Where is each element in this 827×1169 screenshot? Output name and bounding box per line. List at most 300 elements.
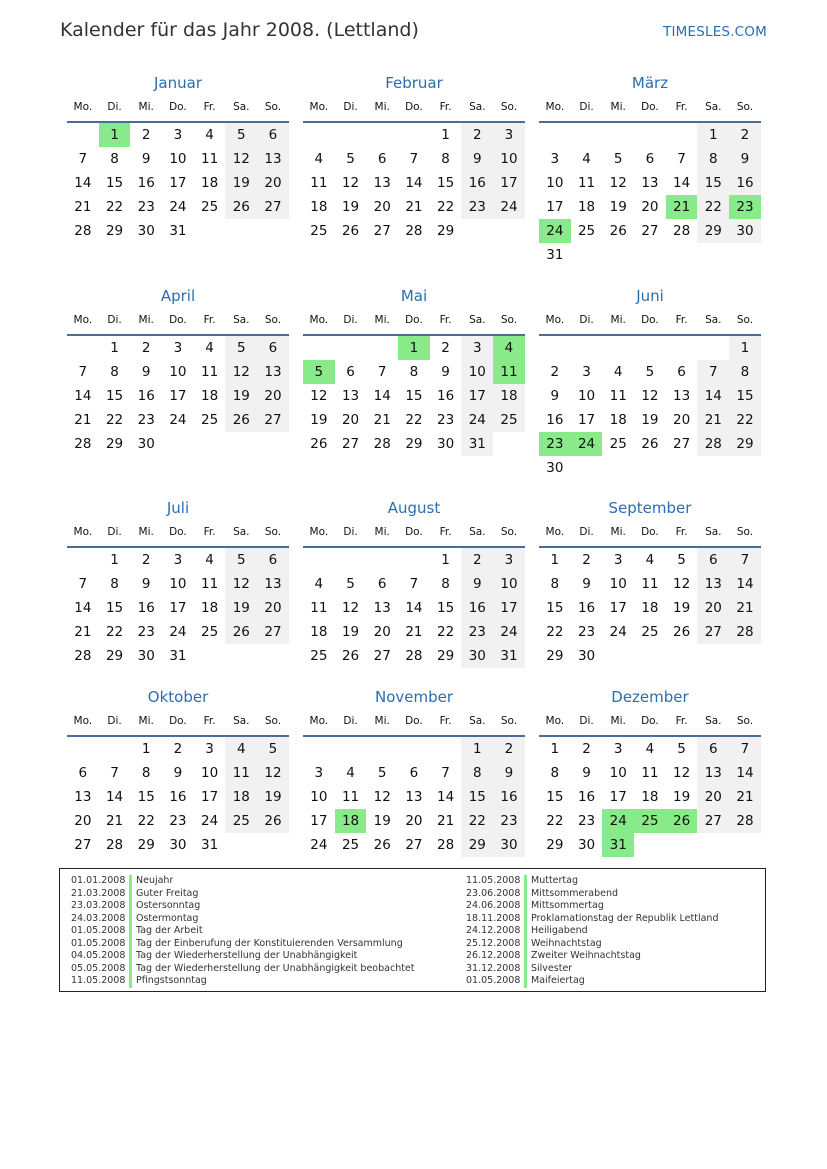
day-cell[interactable]: 14: [729, 572, 761, 596]
day-cell[interactable]: 26: [225, 195, 257, 219]
day-cell[interactable]: 18: [201, 388, 219, 404]
day-cell[interactable]: 7: [409, 576, 419, 592]
day-cell[interactable]: 5: [677, 741, 686, 757]
day-cell[interactable]: 16: [461, 171, 493, 195]
day-cell[interactable]: 13: [341, 388, 360, 404]
day-cell[interactable]: 23: [577, 624, 596, 640]
day-cell[interactable]: 12: [609, 175, 627, 191]
day-cell[interactable]: 18: [310, 624, 328, 640]
day-cell[interactable]: 4: [346, 765, 355, 781]
day-cell[interactable]: 3: [173, 340, 183, 356]
day-cell[interactable]: 1: [550, 552, 560, 568]
day-cell[interactable]: 30: [577, 837, 596, 853]
day-cell[interactable]: 24: [169, 624, 187, 640]
day-cell[interactable]: 1: [729, 336, 761, 360]
day-cell[interactable]: 12: [341, 175, 360, 191]
day-cell[interactable]: 23: [577, 813, 596, 829]
day-cell-holiday[interactable]: 23: [539, 432, 571, 456]
day-cell[interactable]: 22: [729, 408, 761, 432]
day-cell[interactable]: 1: [441, 127, 450, 143]
day-cell[interactable]: 6: [377, 151, 387, 167]
day-cell[interactable]: 7: [110, 765, 119, 781]
day-cell[interactable]: 15: [729, 384, 761, 408]
day-cell[interactable]: 10: [493, 147, 525, 171]
day-cell[interactable]: 30: [137, 223, 155, 239]
day-cell[interactable]: 4: [314, 151, 324, 167]
day-cell[interactable]: 24: [310, 837, 328, 853]
day-cell[interactable]: 23: [137, 199, 155, 215]
day-cell[interactable]: 9: [141, 576, 151, 592]
day-cell[interactable]: 13: [641, 175, 659, 191]
day-cell[interactable]: 24: [461, 408, 493, 432]
day-cell[interactable]: 15: [546, 789, 564, 805]
day-cell[interactable]: 30: [493, 833, 525, 857]
day-cell[interactable]: 14: [373, 388, 391, 404]
day-cell[interactable]: 8: [409, 364, 419, 380]
day-cell[interactable]: 28: [673, 223, 691, 239]
day-cell[interactable]: 10: [201, 765, 219, 781]
day-cell[interactable]: 14: [74, 175, 92, 191]
day-cell[interactable]: 31: [546, 247, 564, 263]
day-cell[interactable]: 27: [673, 436, 691, 452]
day-cell[interactable]: 25: [201, 412, 219, 428]
day-cell[interactable]: 30: [729, 219, 761, 243]
day-cell[interactable]: 28: [74, 223, 92, 239]
day-cell[interactable]: 20: [257, 384, 289, 408]
day-cell[interactable]: 25: [201, 624, 219, 640]
day-cell[interactable]: 26: [341, 648, 360, 664]
day-cell[interactable]: 24: [493, 195, 525, 219]
day-cell[interactable]: 21: [729, 785, 761, 809]
day-cell[interactable]: 30: [137, 436, 155, 452]
day-cell[interactable]: 13: [673, 388, 691, 404]
day-cell[interactable]: 17: [493, 596, 525, 620]
day-cell[interactable]: 7: [377, 364, 387, 380]
day-cell[interactable]: 22: [437, 199, 455, 215]
day-cell[interactable]: 13: [373, 600, 391, 616]
day-cell[interactable]: 22: [546, 813, 564, 829]
day-cell[interactable]: 17: [461, 384, 493, 408]
day-cell[interactable]: 12: [641, 388, 659, 404]
day-cell[interactable]: 13: [697, 761, 729, 785]
day-cell[interactable]: 30: [577, 648, 596, 664]
day-cell[interactable]: 6: [257, 548, 289, 572]
day-cell[interactable]: 24: [169, 199, 187, 215]
day-cell[interactable]: 8: [110, 364, 119, 380]
day-cell[interactable]: 31: [493, 644, 525, 668]
day-cell[interactable]: 31: [169, 648, 187, 664]
day-cell[interactable]: 28: [697, 432, 729, 456]
day-cell[interactable]: 6: [409, 765, 419, 781]
day-cell[interactable]: 15: [461, 785, 493, 809]
day-cell[interactable]: 25: [225, 809, 257, 833]
day-cell[interactable]: 11: [641, 765, 659, 781]
day-cell[interactable]: 27: [405, 837, 423, 853]
day-cell[interactable]: 3: [550, 151, 560, 167]
day-cell[interactable]: 30: [437, 436, 455, 452]
day-cell[interactable]: 7: [697, 360, 729, 384]
day-cell[interactable]: 5: [645, 364, 655, 380]
day-cell[interactable]: 14: [405, 600, 423, 616]
day-cell[interactable]: 2: [461, 548, 493, 572]
day-cell[interactable]: 17: [201, 789, 219, 805]
day-cell[interactable]: 17: [609, 600, 627, 616]
day-cell[interactable]: 25: [577, 223, 596, 239]
day-cell[interactable]: 19: [373, 813, 391, 829]
day-cell[interactable]: 14: [74, 600, 92, 616]
day-cell[interactable]: 29: [105, 648, 124, 664]
day-cell[interactable]: 18: [201, 600, 219, 616]
day-cell[interactable]: 20: [341, 412, 360, 428]
day-cell[interactable]: 18: [493, 384, 525, 408]
day-cell[interactable]: 12: [257, 761, 289, 785]
day-cell[interactable]: 10: [577, 388, 596, 404]
day-cell-holiday[interactable]: 11: [493, 360, 525, 384]
day-cell[interactable]: 2: [141, 552, 151, 568]
day-cell[interactable]: 12: [341, 600, 360, 616]
day-cell[interactable]: 10: [493, 572, 525, 596]
day-cell[interactable]: 12: [673, 765, 691, 781]
day-cell[interactable]: 24: [201, 813, 219, 829]
day-cell[interactable]: 30: [461, 644, 493, 668]
day-cell[interactable]: 27: [257, 408, 289, 432]
day-cell[interactable]: 7: [441, 765, 450, 781]
day-cell[interactable]: 2: [461, 123, 493, 147]
day-cell[interactable]: 31: [201, 837, 219, 853]
day-cell[interactable]: 7: [409, 151, 419, 167]
day-cell[interactable]: 16: [137, 175, 155, 191]
day-cell[interactable]: 16: [729, 171, 761, 195]
day-cell[interactable]: 29: [437, 648, 455, 664]
day-cell[interactable]: 12: [373, 789, 391, 805]
day-cell[interactable]: 25: [493, 408, 525, 432]
day-cell[interactable]: 9: [173, 765, 183, 781]
day-cell[interactable]: 4: [645, 741, 655, 757]
day-cell-holiday[interactable]: 26: [666, 809, 698, 833]
day-cell[interactable]: 21: [697, 408, 729, 432]
day-cell[interactable]: 19: [341, 624, 360, 640]
day-cell-holiday[interactable]: 24: [602, 809, 634, 833]
day-cell[interactable]: 23: [137, 412, 155, 428]
day-cell[interactable]: 29: [546, 837, 564, 853]
day-cell-holiday[interactable]: 1: [99, 123, 131, 147]
day-cell[interactable]: 22: [546, 624, 564, 640]
day-cell[interactable]: 15: [137, 789, 155, 805]
day-cell[interactable]: 15: [105, 175, 124, 191]
day-cell[interactable]: 28: [729, 620, 761, 644]
day-cell[interactable]: 28: [437, 837, 455, 853]
day-cell[interactable]: 28: [74, 648, 92, 664]
day-cell[interactable]: 3: [493, 548, 525, 572]
day-cell[interactable]: 9: [582, 576, 591, 592]
day-cell[interactable]: 12: [310, 388, 328, 404]
day-cell[interactable]: 8: [550, 765, 560, 781]
day-cell[interactable]: 27: [74, 837, 92, 853]
day-cell[interactable]: 18: [641, 789, 659, 805]
day-cell[interactable]: 29: [437, 223, 455, 239]
day-cell[interactable]: 3: [173, 552, 183, 568]
day-cell[interactable]: 7: [78, 151, 88, 167]
day-cell[interactable]: 8: [550, 576, 560, 592]
day-cell[interactable]: 11: [201, 364, 219, 380]
day-cell[interactable]: 30: [169, 837, 187, 853]
day-cell-holiday[interactable]: 21: [666, 195, 698, 219]
day-cell[interactable]: 22: [461, 809, 493, 833]
day-cell[interactable]: 14: [405, 175, 423, 191]
day-cell[interactable]: 21: [373, 412, 391, 428]
day-cell[interactable]: 11: [310, 600, 328, 616]
day-cell[interactable]: 17: [169, 175, 187, 191]
day-cell[interactable]: 17: [609, 789, 627, 805]
day-cell[interactable]: 22: [105, 412, 124, 428]
day-cell[interactable]: 5: [346, 151, 355, 167]
day-cell[interactable]: 16: [577, 789, 596, 805]
day-cell-holiday[interactable]: 24: [539, 219, 571, 243]
day-cell[interactable]: 13: [257, 147, 289, 171]
day-cell[interactable]: 21: [74, 412, 92, 428]
day-cell[interactable]: 28: [729, 809, 761, 833]
day-cell[interactable]: 8: [110, 151, 119, 167]
day-cell[interactable]: 28: [105, 837, 124, 853]
day-cell[interactable]: 22: [405, 412, 423, 428]
day-cell[interactable]: 28: [373, 436, 391, 452]
day-cell[interactable]: 11: [225, 761, 257, 785]
day-cell[interactable]: 20: [373, 199, 391, 215]
day-cell[interactable]: 10: [169, 576, 187, 592]
day-cell[interactable]: 15: [405, 388, 423, 404]
day-cell[interactable]: 16: [137, 388, 155, 404]
day-cell[interactable]: 17: [169, 388, 187, 404]
day-cell[interactable]: 21: [74, 199, 92, 215]
day-cell[interactable]: 1: [441, 552, 450, 568]
day-cell[interactable]: 5: [257, 737, 289, 761]
day-cell[interactable]: 19: [341, 199, 360, 215]
day-cell[interactable]: 11: [577, 175, 596, 191]
day-cell[interactable]: 5: [677, 552, 686, 568]
day-cell[interactable]: 19: [641, 412, 659, 428]
day-cell[interactable]: 17: [310, 813, 328, 829]
day-cell[interactable]: 26: [673, 624, 691, 640]
day-cell[interactable]: 5: [613, 151, 623, 167]
day-cell[interactable]: 16: [577, 600, 596, 616]
day-cell[interactable]: 2: [550, 364, 560, 380]
day-cell[interactable]: 21: [405, 624, 423, 640]
day-cell[interactable]: 9: [441, 364, 450, 380]
site-link[interactable]: TIMESLES.COM: [663, 24, 767, 40]
day-cell[interactable]: 19: [225, 171, 257, 195]
day-cell[interactable]: 21: [437, 813, 455, 829]
day-cell[interactable]: 29: [461, 833, 493, 857]
day-cell[interactable]: 19: [225, 384, 257, 408]
day-cell[interactable]: 17: [577, 412, 596, 428]
day-cell[interactable]: 23: [493, 809, 525, 833]
day-cell[interactable]: 17: [169, 600, 187, 616]
day-cell[interactable]: 13: [257, 360, 289, 384]
day-cell[interactable]: 29: [405, 436, 423, 452]
day-cell[interactable]: 20: [697, 596, 729, 620]
day-cell[interactable]: 27: [697, 620, 729, 644]
day-cell[interactable]: 9: [729, 147, 761, 171]
day-cell[interactable]: 24: [169, 412, 187, 428]
day-cell[interactable]: 18: [609, 412, 627, 428]
day-cell[interactable]: 6: [346, 364, 355, 380]
day-cell-holiday[interactable]: 31: [602, 833, 634, 857]
day-cell[interactable]: 15: [697, 171, 729, 195]
day-cell[interactable]: 3: [613, 741, 623, 757]
day-cell[interactable]: 11: [641, 576, 659, 592]
day-cell[interactable]: 21: [74, 624, 92, 640]
day-cell[interactable]: 14: [74, 388, 92, 404]
day-cell[interactable]: 27: [341, 436, 360, 452]
day-cell-holiday[interactable]: 24: [571, 432, 603, 456]
day-cell[interactable]: 12: [225, 572, 257, 596]
day-cell[interactable]: 15: [105, 600, 124, 616]
day-cell[interactable]: 26: [641, 436, 659, 452]
day-cell[interactable]: 27: [641, 223, 659, 239]
day-cell[interactable]: 11: [201, 576, 219, 592]
day-cell[interactable]: 12: [225, 360, 257, 384]
day-cell[interactable]: 11: [341, 789, 360, 805]
day-cell[interactable]: 3: [582, 364, 591, 380]
day-cell[interactable]: 15: [437, 175, 455, 191]
day-cell[interactable]: 20: [257, 171, 289, 195]
day-cell[interactable]: 4: [205, 552, 214, 568]
day-cell[interactable]: 1: [550, 741, 560, 757]
day-cell[interactable]: 26: [310, 436, 328, 452]
day-cell[interactable]: 9: [141, 151, 151, 167]
day-cell[interactable]: 28: [405, 223, 423, 239]
day-cell[interactable]: 1: [461, 737, 493, 761]
day-cell[interactable]: 14: [697, 384, 729, 408]
day-cell[interactable]: 21: [729, 596, 761, 620]
day-cell[interactable]: 14: [437, 789, 455, 805]
day-cell[interactable]: 26: [257, 809, 289, 833]
day-cell[interactable]: 18: [225, 785, 257, 809]
day-cell[interactable]: 8: [110, 576, 119, 592]
day-cell[interactable]: 15: [546, 600, 564, 616]
day-cell[interactable]: 29: [546, 648, 564, 664]
day-cell[interactable]: 23: [461, 195, 493, 219]
day-cell[interactable]: 22: [105, 624, 124, 640]
day-cell[interactable]: 5: [225, 548, 257, 572]
day-cell[interactable]: 26: [341, 223, 360, 239]
day-cell[interactable]: 4: [613, 364, 623, 380]
day-cell[interactable]: 27: [257, 620, 289, 644]
day-cell[interactable]: 3: [493, 123, 525, 147]
day-cell[interactable]: 9: [493, 761, 525, 785]
day-cell[interactable]: 8: [729, 360, 761, 384]
day-cell[interactable]: 19: [673, 789, 691, 805]
day-cell[interactable]: 2: [141, 127, 151, 143]
day-cell[interactable]: 13: [257, 572, 289, 596]
day-cell[interactable]: 27: [257, 195, 289, 219]
day-cell[interactable]: 8: [441, 151, 450, 167]
day-cell[interactable]: 21: [405, 199, 423, 215]
day-cell[interactable]: 30: [137, 648, 155, 664]
day-cell[interactable]: 23: [169, 813, 187, 829]
day-cell[interactable]: 28: [405, 648, 423, 664]
day-cell[interactable]: 27: [373, 223, 391, 239]
day-cell[interactable]: 8: [697, 147, 729, 171]
day-cell[interactable]: 19: [673, 600, 691, 616]
day-cell[interactable]: 25: [310, 648, 328, 664]
day-cell[interactable]: 29: [697, 219, 729, 243]
day-cell[interactable]: 25: [341, 837, 360, 853]
day-cell[interactable]: 5: [377, 765, 387, 781]
day-cell[interactable]: 10: [169, 364, 187, 380]
day-cell[interactable]: 6: [78, 765, 88, 781]
day-cell[interactable]: 28: [74, 436, 92, 452]
day-cell[interactable]: 9: [582, 765, 591, 781]
day-cell[interactable]: 16: [493, 785, 525, 809]
day-cell[interactable]: 12: [673, 576, 691, 592]
day-cell[interactable]: 1: [110, 340, 119, 356]
day-cell[interactable]: 25: [310, 223, 328, 239]
day-cell[interactable]: 22: [105, 199, 124, 215]
day-cell[interactable]: 7: [729, 737, 761, 761]
day-cell[interactable]: 27: [373, 648, 391, 664]
day-cell[interactable]: 11: [201, 151, 219, 167]
day-cell[interactable]: 17: [546, 199, 564, 215]
day-cell[interactable]: 7: [78, 364, 88, 380]
day-cell[interactable]: 31: [169, 223, 187, 239]
day-cell[interactable]: 2: [173, 741, 183, 757]
day-cell[interactable]: 26: [225, 408, 257, 432]
day-cell[interactable]: 7: [78, 576, 88, 592]
day-cell[interactable]: 2: [493, 737, 525, 761]
day-cell[interactable]: 19: [225, 596, 257, 620]
day-cell[interactable]: 6: [677, 364, 686, 380]
day-cell[interactable]: 31: [461, 432, 493, 456]
day-cell[interactable]: 9: [141, 364, 151, 380]
day-cell[interactable]: 4: [645, 552, 655, 568]
day-cell[interactable]: 29: [105, 223, 124, 239]
day-cell[interactable]: 6: [257, 123, 289, 147]
day-cell[interactable]: 2: [582, 741, 591, 757]
day-cell[interactable]: 1: [697, 123, 729, 147]
day-cell-holiday[interactable]: 23: [729, 195, 761, 219]
day-cell[interactable]: 14: [729, 761, 761, 785]
day-cell[interactable]: 10: [310, 789, 328, 805]
day-cell[interactable]: 24: [609, 624, 627, 640]
day-cell[interactable]: 2: [582, 552, 591, 568]
day-cell[interactable]: 29: [105, 436, 124, 452]
day-cell[interactable]: 16: [437, 388, 455, 404]
day-cell[interactable]: 20: [373, 624, 391, 640]
day-cell[interactable]: 13: [405, 789, 423, 805]
day-cell[interactable]: 3: [314, 765, 324, 781]
day-cell[interactable]: 20: [74, 813, 92, 829]
day-cell[interactable]: 9: [461, 147, 493, 171]
day-cell-holiday[interactable]: 18: [335, 809, 367, 833]
day-cell[interactable]: 17: [493, 171, 525, 195]
day-cell[interactable]: 23: [137, 624, 155, 640]
day-cell[interactable]: 16: [546, 412, 564, 428]
day-cell[interactable]: 10: [169, 151, 187, 167]
day-cell[interactable]: 1: [110, 552, 119, 568]
day-cell[interactable]: 4: [582, 151, 591, 167]
day-cell[interactable]: 13: [373, 175, 391, 191]
day-cell[interactable]: 18: [310, 199, 328, 215]
day-cell[interactable]: 3: [461, 336, 493, 360]
day-cell[interactable]: 6: [697, 737, 729, 761]
day-cell[interactable]: 7: [677, 151, 686, 167]
day-cell[interactable]: 29: [729, 432, 761, 456]
day-cell[interactable]: 18: [641, 600, 659, 616]
day-cell[interactable]: 3: [173, 127, 183, 143]
day-cell[interactable]: 19: [257, 785, 289, 809]
day-cell[interactable]: 20: [257, 596, 289, 620]
